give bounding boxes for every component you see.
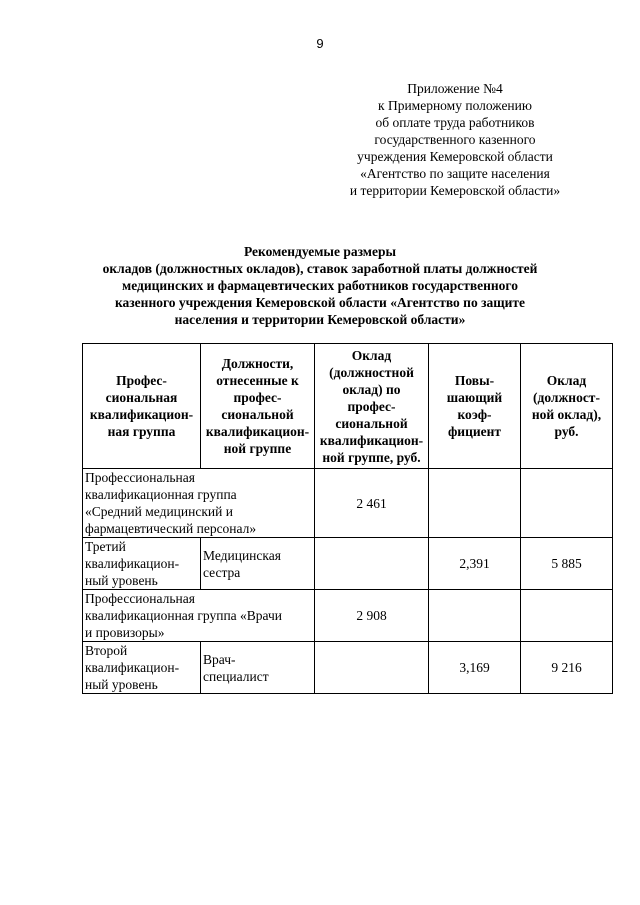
salary-table [82,343,613,694]
appendix-line: об оплате труда работников [375,115,535,130]
salary-cell [521,590,613,642]
group-name-cell: Профессиональная квалификационная группа «Средний медицинский и фармацевтический персонал» [83,469,315,538]
appendix-line: Приложение №4 [407,81,503,96]
salary-cell [521,469,613,538]
coefficient-cell: 2,391 [429,538,521,590]
coefficient-cell [429,590,521,642]
title-line: населения и территории Кемеровской области» [174,312,466,327]
table-row [83,469,613,538]
appendix-line: и территории Кемеровской области» [349,183,561,198]
document-title [60,243,580,328]
appendix-line: государственного казенного [374,132,536,147]
header-salary: Оклад (должност- ной оклад), руб. [521,344,613,469]
table-header-row [83,344,613,469]
base-salary-cell [315,642,429,694]
appendix-line: учреждения Кемеровской области [357,149,553,164]
appendix-block [310,80,600,199]
group-name-cell: Профессиональная квалификационная группа «Врачи и провизоры» [83,590,315,642]
coefficient-cell: 3,169 [429,642,521,694]
header-professional-group: Профес- сиональная квалификацион- ная группа [83,344,201,469]
page-number: 9 [316,36,324,51]
base-salary-cell: 2 461 [315,469,429,538]
title-line: медицинских и фармацевтических работников государственного [122,278,518,293]
salary-cell: 5 885 [521,538,613,590]
base-salary-cell: 2 908 [315,590,429,642]
appendix-line: «Агентство по защите населения [360,166,550,181]
level-cell: Третий квалификацион- ный уровень [83,538,201,590]
table-row [83,642,613,694]
table-row [83,590,613,642]
position-cell: Медицинская сестра [201,538,315,590]
title-line: Рекомендуемые размеры [243,244,397,259]
position-cell: Врач- специалист [201,642,315,694]
header-positions: Должности, отнесенные к профес- сиональной квалификацион- ной группе [201,344,315,469]
header-coefficient: Повы- шающий коэф- фициент [429,344,521,469]
level-cell: Второй квалификацион- ный уровень [83,642,201,694]
appendix-line: к Примерному положению [378,98,532,113]
salary-cell: 9 216 [521,642,613,694]
header-base-salary: Оклад (должностной оклад) по профес- сиональной квалификацион- ной группе, руб. [315,344,429,469]
title-line: казенного учреждения Кемеровской области «Агентство по защите [114,295,526,310]
title-line: окладов (должностных окладов), ставок заработной платы должностей [102,261,538,276]
table-row [83,538,613,590]
base-salary-cell [315,538,429,590]
coefficient-cell [429,469,521,538]
